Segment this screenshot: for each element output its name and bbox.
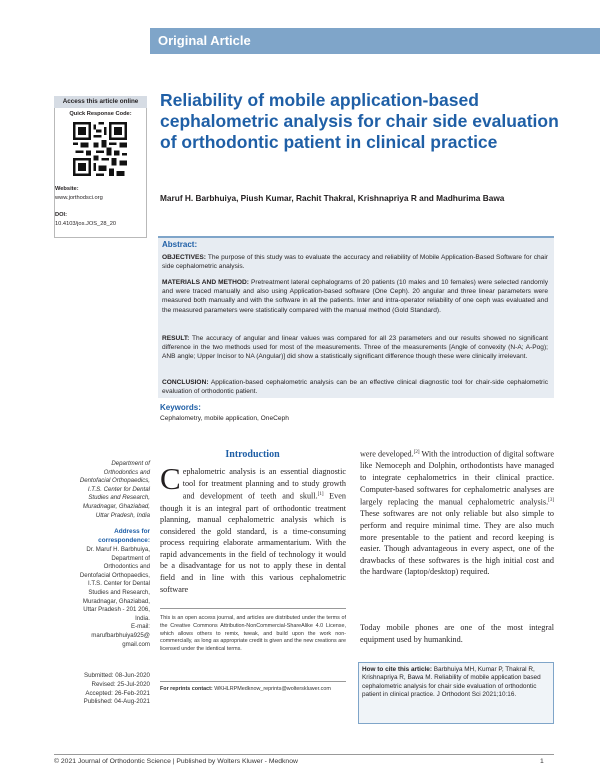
article-title: Reliability of mobile application-based cephalometric analysis for chair side evaluation of orthodontic patient in clinical practice (160, 90, 559, 152)
footer-divider (54, 754, 554, 755)
conclusion-text: Application-based cephalometric analysis can be an effective clinical diagnostic tool for chair-side cephalometric evaluation of orthodontic patient. (162, 379, 548, 396)
date-submitted: Submitted: 08-Jun-2020 (83, 672, 150, 679)
corr-line: I.T.S. Center for Dental (88, 580, 150, 588)
result-label: RESULT: (162, 335, 190, 342)
affil-line: Dentofacial Orthopaedics, (79, 477, 150, 485)
abstract-conclusion (162, 378, 548, 396)
intro-column-1 (160, 461, 346, 595)
date-accepted: Accepted: 26-Feb-2021 (85, 689, 150, 697)
abstract-result (162, 334, 548, 362)
citation-text (362, 666, 551, 700)
affil-line: Uttar Pradesh, India (95, 511, 150, 519)
corr-line: Uttar Pradesh - 201 206, (83, 606, 150, 614)
reprints-notice (160, 681, 346, 692)
affil-line: Orthodontics and (103, 468, 150, 476)
corr-line: Dentofacial Orthopaedics, (79, 571, 150, 579)
reprints-email[interactable]: WKHLRPMedknow_reprints@wolterskluwer.com (212, 686, 331, 692)
affil-line: Studies and Research, (88, 494, 150, 502)
intro-c2c: These softwares are not only reliable but also simple to perform and require minimal time. They are also much more presentable to the patient and record keeping is easier. Though advantageous in every aspect, one of the drawbacks of these softwares is the high initial cost and the hardware (laptop/desktop) required. (360, 509, 554, 577)
intro-c2b: With the introduction of digital software like Nemoceph and Dolphin, orthodontists have managed to integrate cephalometrics in their clinical practice. Computer-based softwares for cephalometric analyses are largely replacing the manual cephalometric analysis. (360, 449, 554, 507)
correspondence-address (54, 546, 150, 649)
ref-2[interactable]: [2] (413, 450, 420, 455)
doi-value[interactable]: 10.4103/jos.JOS_28_20 (55, 221, 117, 227)
methods-text: Pretreatment lateral cephalograms of 20 patients (10 males and 10 females) were selected randomly and were traced manually and also using Application-based software (One Ceph). 20 angular and three linear parameters were measured both manually and with the software in all the patients. Inter and intra-operator reliability of one ceph was evaluated and the measured parameters were statistically compared with the manual method (Gold Standard). (162, 279, 548, 314)
corr-line: E-mail: (131, 623, 150, 631)
email-link[interactable]: gmail.com (122, 640, 150, 648)
page-number: 1 (540, 758, 544, 765)
date-revised: Revised: 25-Jul-2020 (91, 680, 150, 688)
corr-line: India. (135, 614, 150, 622)
ref-1[interactable]: [1] (317, 492, 324, 498)
doi-label: DOI: (55, 212, 68, 218)
affiliation (54, 460, 150, 520)
license-notice: This is an open access journal, and articles are distributed under the terms of the Creative Commons Attribution-NonCommercial-ShareAlike 4.0 License, which allows others to remix, tweak, and build upon the work non-commercially, as long as appropriate credit is given and the new creations are licensed under the identical terms. (160, 608, 346, 654)
result-text: The accuracy of angular and linear values was compared for all 23 parameters and our results showed no significant difference in the two methods used for most of the measurements. Three of the measurements [Angle of convexity (N-A; A-Pog); ANB angle; Upper Incisor to NA (Angular)] did show a statistically significant difference though these were clinically irrelevant. (162, 335, 548, 361)
author-list: Maruf H. Barbhuiya, Piush Kumar, Rachit Thakral, Krishnapriya R and Madhurima Bawa (160, 193, 505, 203)
methods-label: MATERIALS AND METHOD: (162, 279, 249, 286)
corr-line: Studies and Research, (88, 588, 150, 596)
intro-c2a: were developed. (360, 449, 414, 459)
citation-body: Barbhuiya MH, Kumar P, Thakral R, Krishnapriya R, Bawa M. Reliability of mobile application based cephalometric analysis for chair side evaluation of orthodontic patient in clinical practice. J Orthodont Sci 2021;10:16. (362, 666, 541, 699)
corr-line: Department of (111, 554, 150, 562)
email-link[interactable]: marufbarbhuiya925@ (91, 631, 150, 639)
keywords-text: Cephalometry, mobile application, OneCeph (160, 415, 289, 422)
affil-line: Department of (111, 460, 150, 467)
date-published: Published: 04-Aug-2021 (83, 698, 150, 706)
qr-label: Quick Response Code: (69, 111, 132, 117)
keywords-heading: Keywords: (160, 403, 201, 412)
corr-line: Orthodontics and (103, 563, 150, 571)
abstract-heading: Abstract: (162, 240, 198, 249)
conclusion-label: CONCLUSION: (162, 379, 209, 386)
access-heading: Access this article online (54, 96, 147, 108)
website-label: Website: (55, 186, 79, 192)
corr-line: Muradnagar, Ghaziabad, (82, 597, 150, 605)
correspondence-heading-1: Address for (114, 528, 150, 535)
introduction-heading: Introduction (225, 449, 280, 460)
corr-line: Dr. Maruf H. Barbhuiya, (86, 546, 150, 553)
intro-column-2 (360, 447, 554, 578)
abstract-objectives (162, 253, 548, 271)
affil-line: Muradnagar, Ghaziabad, (82, 502, 150, 510)
intro-p1b: Even though it is an integral part of orthodontic treatment planning, manual cephalometric analysis which is considered the gold standard, is a time-consuming process requiring elaborate armamentarium. With the rapid advancements in the field of technology it would be a disadvantage for us not to apply these in dental field and in line with this various cephalometric software (160, 491, 346, 594)
objectives-text: The purpose of this study was to evaluate the accuracy and reliability of Mobile Application-Based Software for chair side cephalometric analysis. (162, 254, 548, 271)
affil-line: I.T.S. Center for Dental (87, 485, 150, 493)
article-type-label: Original Article (158, 33, 251, 48)
website-link[interactable]: www.jorthodsci.org (55, 195, 103, 201)
intro-column-2-para2: Today mobile phones are one of the most integral equipment used by humankind. (360, 623, 554, 644)
citation-label: How to cite this article: (362, 666, 432, 673)
abstract-methods (162, 278, 548, 315)
intro-p1a: ephalometric analysis is an essential diagnostic tool for treatment planning and to study growth and development of teeth and skull. (182, 467, 346, 501)
ref-3[interactable]: [3] (548, 498, 554, 504)
reprints-label: For reprints contact: (160, 686, 213, 692)
article-dates (54, 672, 150, 707)
footer-text: © 2021 Journal of Orthodontic Science | Published by Wolters Kluwer - Medknow (54, 758, 298, 765)
objectives-label: OBJECTIVES: (162, 254, 206, 261)
qr-code-icon[interactable] (73, 122, 127, 176)
correspondence-heading-2: correspondence: (98, 537, 150, 544)
drop-cap: C (160, 461, 181, 496)
